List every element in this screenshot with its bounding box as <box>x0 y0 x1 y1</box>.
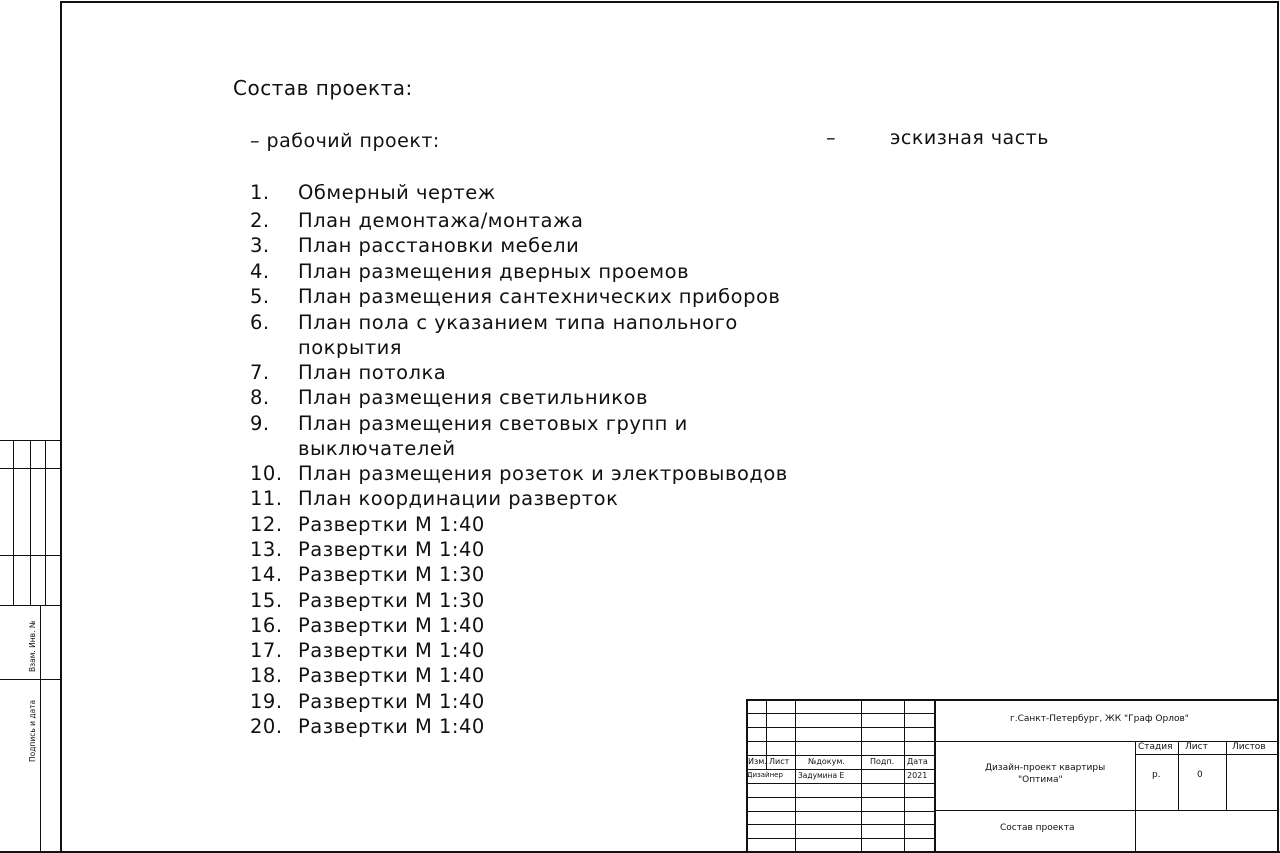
item-text: Обмерный чертеж <box>298 181 496 204</box>
item-text: Развертки М 1:30 <box>298 589 485 612</box>
item-number: 17. <box>250 639 283 662</box>
item-number: 9. <box>250 412 270 435</box>
item-number: 14. <box>250 563 283 586</box>
hdr-ndoc: №докум. <box>808 757 845 766</box>
hdr-izm: Изм. <box>748 757 767 766</box>
item-text: Развертки М 1:40 <box>298 614 485 637</box>
frame-top <box>60 1 1278 3</box>
list-item <box>250 613 485 638</box>
hdr-data: Дата <box>907 757 928 766</box>
list-item <box>250 180 496 205</box>
list-item <box>250 360 446 385</box>
doc-title: Состав проекта <box>1000 823 1075 833</box>
item-number: 20. <box>250 715 283 738</box>
list-item <box>250 284 780 309</box>
item-text: Развертки М 1:40 <box>298 664 485 687</box>
item-text: План размещения дверных проемов <box>298 260 690 283</box>
frame-left <box>60 1 62 852</box>
item-number: 10. <box>250 462 283 485</box>
item-text: Развертки М 1:40 <box>298 715 485 738</box>
list-item <box>250 512 485 537</box>
list-item <box>250 689 485 714</box>
item-number: 16. <box>250 614 283 637</box>
hdr-podp: Подп. <box>870 757 895 766</box>
sheet-header: Лист <box>1185 742 1208 752</box>
item-text: План демонтажа/монтажа <box>298 209 584 232</box>
list-item <box>250 385 648 410</box>
stage-header: Стадия <box>1138 742 1173 752</box>
item-number: 11. <box>250 487 283 510</box>
item-text: План размещения световых групп и <box>298 412 688 435</box>
frame-bottom <box>0 851 1280 853</box>
list-item <box>250 663 485 688</box>
frame-right <box>1277 1 1279 852</box>
project-name-line2: "Оптима" <box>1018 775 1063 785</box>
list-item <box>250 411 688 436</box>
list-item <box>250 259 689 284</box>
section-sketch-part: эскизная часть <box>890 127 1049 149</box>
hdr-list: Лист <box>769 757 790 766</box>
year-text: 2021 <box>907 771 928 780</box>
list-item <box>250 233 579 258</box>
vzam-inv-label: Взам. Инв. № <box>28 620 37 672</box>
item-number: 3. <box>250 234 270 257</box>
item-text: План размещения розеток и электровыводов <box>298 462 788 485</box>
item-number: 15. <box>250 589 283 612</box>
item-text: Развертки М 1:40 <box>298 538 485 561</box>
list-item <box>250 208 584 233</box>
stage-value: р. <box>1152 770 1161 780</box>
item-text: Развертки М 1:40 <box>298 639 485 662</box>
sheets-header: Листов <box>1232 742 1266 752</box>
item-number: 13. <box>250 538 283 561</box>
item-text: План размещения сантехнических приборов <box>298 285 781 308</box>
designer-name: Задумина Е <box>798 771 845 780</box>
page-title: Состав проекта: <box>233 76 413 100</box>
item-number: 5. <box>250 285 270 308</box>
item-text: Развертки М 1:30 <box>298 563 485 586</box>
list-item <box>250 562 485 587</box>
item-number: 19. <box>250 690 283 713</box>
item-number: 8. <box>250 386 270 409</box>
list-item <box>250 486 618 511</box>
item-text: Развертки М 1:40 <box>298 513 485 536</box>
section-working-project: – рабочий проект: <box>250 130 440 152</box>
list-item <box>250 310 738 335</box>
podpis-data-label: Подпись и дата <box>28 699 37 762</box>
item-number: 2. <box>250 209 270 232</box>
item-number: 4. <box>250 260 270 283</box>
item-text: План координации разверток <box>298 487 619 510</box>
item-text: План пола с указанием типа напольного <box>298 311 738 334</box>
list-item <box>250 461 788 486</box>
list-item <box>250 638 485 663</box>
item-text: План размещения светильников <box>298 386 648 409</box>
item-number: 18. <box>250 664 283 687</box>
item-text: Развертки М 1:40 <box>298 690 485 713</box>
item-text: План потолка <box>298 361 447 384</box>
item-number: 1. <box>250 181 270 204</box>
list-item-continuation: покрытия <box>298 336 402 359</box>
list-item <box>250 588 485 613</box>
sheet-value: 0 <box>1197 770 1203 780</box>
item-number: 7. <box>250 361 270 384</box>
item-number: 12. <box>250 513 283 536</box>
sketch-dash: – <box>826 127 836 149</box>
item-text: План расстановки мебели <box>298 234 580 257</box>
project-name-line1: Дизайн-проект квартиры <box>985 763 1106 773</box>
role-text: Дизайнер <box>747 771 783 779</box>
item-number: 6. <box>250 311 270 334</box>
list-item-continuation: выключателей <box>298 437 456 460</box>
list-item <box>250 714 485 739</box>
location-text: г.Санкт-Петербург, ЖК "Граф Орлов" <box>1010 714 1189 724</box>
list-item <box>250 537 485 562</box>
